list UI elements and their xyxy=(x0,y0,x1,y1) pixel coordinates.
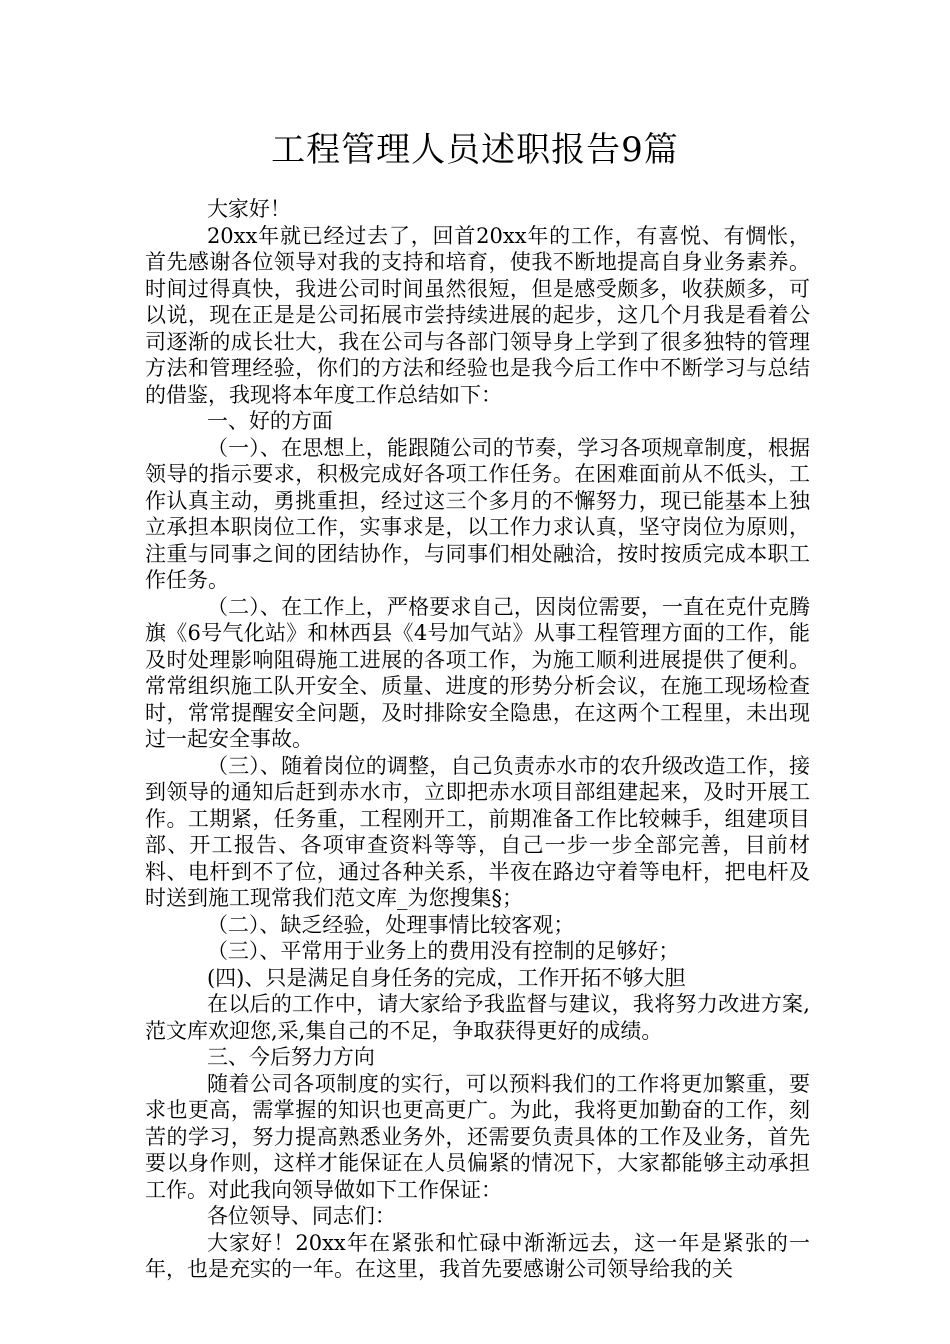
shortcoming-cost: （三）、平常用于业务上的费用没有控制的足够好； xyxy=(206,939,680,963)
greeting-paragraph: 大家好！ xyxy=(206,197,291,221)
closing-paragraph: 大家好！20xx年在紧张和忙碌中渐渐远去，这一年是紧张的一年，也是充实的一年。在这里，我首先要感谢公司领导给我的关 xyxy=(145,1230,810,1281)
section-heading-future-direction: 三、今后努力方向 xyxy=(206,1045,375,1069)
section-heading-good-aspects: 一、好的方面 xyxy=(206,409,333,433)
improvement-paragraph: 在以后的工作中，请大家给予我监督与建议，我将努力改进方案,范文库欢迎您,采,集自己的不足，争取获得更好的成绩。 xyxy=(145,992,810,1043)
item-paragraph-work: （二）、在工作上，严格要求自己，因岗位需要，一直在克什克腾旗《6号气化站》和林西县《4号加气站》从事工程管理方面的工作，能及时处理影响阻碍施工进展的各项工作，为施工顺利进展提供了便利。常常组织施工队开安全、质量、进度的形势分析会议，在施工现场检查时，常常提醒安全问题，及时排除安全隐患，在这两个工程里，未出现过一起安全事故。 xyxy=(145,594,810,751)
document-body xyxy=(145,196,810,1283)
intro-paragraph: 20xx年就已经过去了，回首20xx年的工作，有喜悦、有惆怅，首先感谢各位领导对我的支持和培育，使我不断地提高自身业务素养。时间过得真快，我进公司时间虽然很短，但是感受颇多，收获颇多，可以说，现在正是是公司拓展市尝持续进展的起步，这几个月我是看着公司逐渐的成长壮大，我在公司与各部门领导身上学到了很多独特的管理方法和管理经验，你们的方法和经验也是我今后工作中不断学习与总结的借鉴，我现将本年度工作总结如下： xyxy=(145,223,810,407)
document-title: 工程管理人员述职报告9篇 xyxy=(271,130,679,170)
shortcoming-experience: （二）、缺乏经验，处理事情比较客观； xyxy=(206,912,575,937)
item-paragraph-thought: （一）、在思想上，能跟随公司的节奏，学习各项规章制度，根据领导的指示要求，积极完成好各项工作任务。在困难面前从不低头，工作认真主动，勇挑重担，经过这三个多月的不懈努力，现已能基本上独立承担本职岗位工作，实事求是，以工作力求认真，坚守岗位为原则，注重与同事之间的团结协作，与同事们相处融洽，按时按质完成本职工作任务。 xyxy=(145,435,810,592)
item-paragraph-position: （三）、随着岗位的调整，自己负责赤水市的农升级改造工作，接到领导的通知后赶到赤水市，立即把赤水项目部组建起来，及时开展工作。工期紧，任务重，工程刚开工，前期准备工作比较棘手，组建项目部、开工报告、各项审查资料等等，自己一步一步全部完善，目前材料、电杆到不了位，通过各种关系，半夜在路边守着等电杆，把电杆及时送到施工现常我们范文库_为您搜集§； xyxy=(145,753,810,910)
future-direction-paragraph: 随着公司各项制度的实行，可以预料我们的工作将更加繁重，要求也更高，需掌握的知识也更高更广。为此，我将更加勤奋的工作，刻苦的学习，努力提高熟悉业务外，还需要负责具体的工作及业务，首先要以身作则，这样才能保证在人员偏紧的情况下，大家都能够主动承担工作。对此我向领导做如下工作保证： xyxy=(145,1071,810,1202)
salutation-paragraph: 各位领导、同志们： xyxy=(206,1204,396,1228)
shortcoming-initiative: (四)、只是满足自身任务的完成，工作开拓不够大胆 xyxy=(206,965,686,990)
